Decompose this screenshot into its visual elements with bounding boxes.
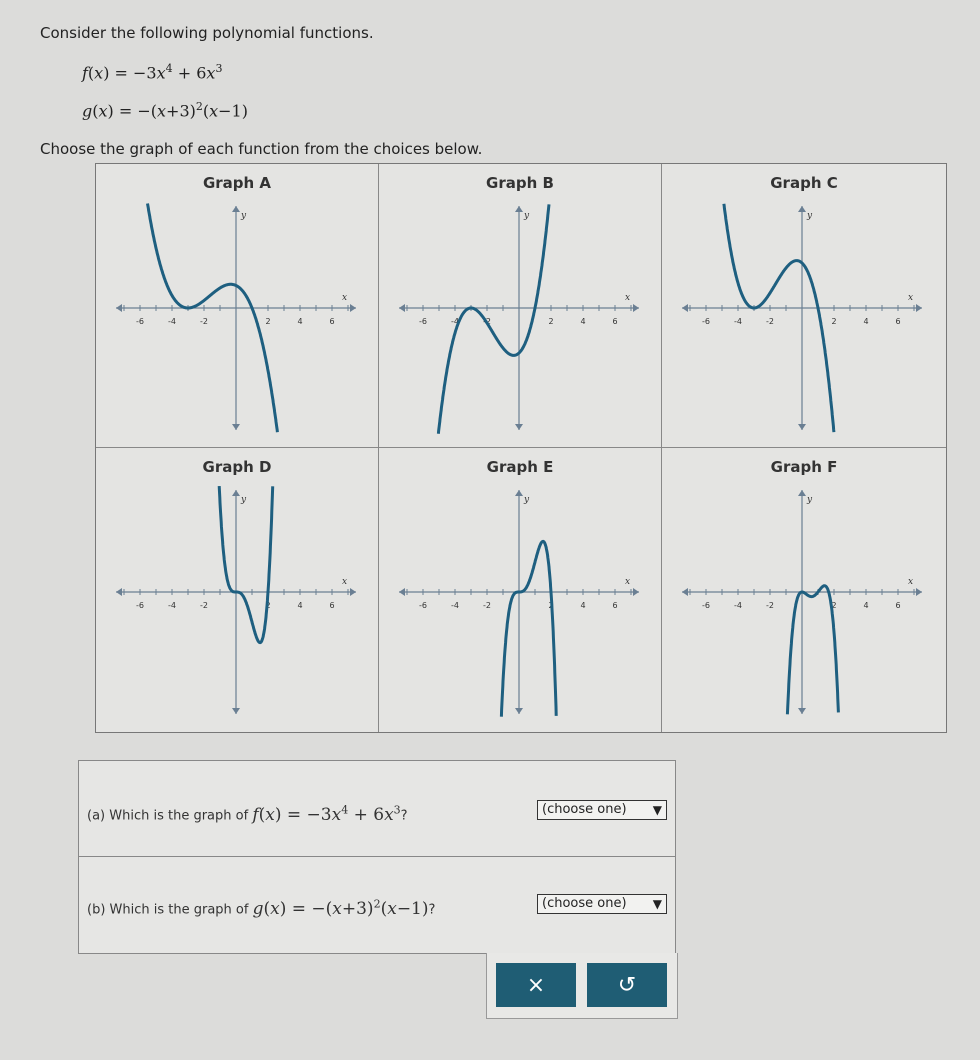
x-tick-label: 6 [612,317,618,326]
graph-f-plot [672,482,932,722]
x-tick-label: -4 [168,317,176,326]
graph-e-plot [389,482,649,722]
x-tick-label: -2 [766,317,774,326]
x-tick-label: 6 [895,601,901,610]
question-box [78,760,676,954]
graph-d-cell[interactable] [96,448,379,732]
x-tick-label: -4 [451,601,459,610]
graph-b-cell[interactable] [379,164,662,448]
y-axis-label: y [807,495,813,505]
x-tick-label: 6 [329,601,335,610]
x-tick-label: 2 [548,601,554,610]
x-tick-label: 4 [297,317,303,326]
y-axis-label: y [524,495,530,505]
x-tick-label: 4 [297,601,303,610]
x-tick-label: -6 [702,317,710,326]
graph-f-cell[interactable] [662,448,946,732]
x-tick-label: -6 [702,601,710,610]
x-tick-label: 2 [831,317,837,326]
x-tick-label: 6 [612,601,618,610]
x-tick-label: 4 [863,601,869,610]
x-tick-label: 4 [580,601,586,610]
x-axis-label: x [908,577,914,587]
x-tick-label: 2 [265,601,271,610]
x-tick-label: 6 [329,317,335,326]
question-b-row [79,857,675,952]
x-tick-label: 2 [548,317,554,326]
x-axis-label: x [342,293,348,303]
action-bar [486,953,678,1019]
question-b-select[interactable]: (choose one) ▼ [537,894,667,914]
chevron-down-icon: ▼ [652,803,662,817]
y-axis-label: y [241,495,247,505]
f-definition: $f(x) = -3x^4 + 6x^3$ [82,62,223,83]
x-tick-label: -2 [200,601,208,610]
x-tick-label: -4 [734,317,742,326]
x-tick-label: -6 [136,601,144,610]
x-axis-label: x [908,293,914,303]
instruction-text: Choose the graph of each function from the choices below. [40,140,483,158]
polynomial-curve [148,204,278,433]
graph-b-title: Graph B [486,174,554,192]
graph-a-cell[interactable] [96,164,379,448]
g-definition: $g(x) = -(x+3)^2(x-1)$ [82,100,248,121]
x-tick-label: -4 [168,601,176,610]
y-axis-label: y [241,211,247,221]
x-tick-label: -6 [136,317,144,326]
polynomial-curve [219,486,273,642]
graph-a-title: Graph A [202,174,272,192]
question-b-text: (b) Which is the graph of $g(x) = -(x+3)^2(x-1)$? [87,897,436,919]
graph-c-plot [672,198,932,438]
clear-button[interactable]: × [496,963,576,1007]
chevron-down-icon: ▼ [652,897,662,911]
graph-a-plot [106,198,366,438]
y-axis-label: y [524,211,530,221]
polynomial-curve [501,541,556,716]
x-tick-label: -4 [451,317,459,326]
x-tick-label: 4 [580,317,586,326]
graph-grid [95,163,947,733]
x-tick-label: -2 [483,601,491,610]
intro-text: Consider the following polynomial functions. [40,24,374,42]
x-tick-label: -4 [734,601,742,610]
graph-f-title: Graph F [770,458,838,476]
x-tick-label: 2 [265,317,271,326]
x-axis-label: x [342,577,348,587]
question-a-select[interactable]: (choose one) ▼ [537,800,667,820]
graph-c-cell[interactable] [662,164,946,448]
graph-d-plot [106,482,366,722]
x-tick-label: -2 [200,317,208,326]
x-tick-label: -6 [419,601,427,610]
polynomial-curve [787,586,838,715]
y-axis-label: y [807,211,813,221]
graph-b-plot [389,198,649,438]
x-axis-label: x [625,577,631,587]
x-tick-label: 6 [895,317,901,326]
question-a-row [79,761,675,857]
x-tick-label: 2 [831,601,837,610]
undo-button[interactable]: ↺ [587,963,667,1007]
x-tick-label: -2 [483,317,491,326]
graph-e-title: Graph E [486,458,554,476]
x-tick-label: -2 [766,601,774,610]
graph-d-title: Graph D [202,458,272,476]
x-axis-label: x [625,293,631,303]
x-tick-label: 4 [863,317,869,326]
x-tick-label: -6 [419,317,427,326]
graph-c-title: Graph C [770,174,838,192]
graph-e-cell[interactable] [379,448,662,732]
question-a-text: (a) Which is the graph of $f(x) = -3x^4 + 6x^3$? [87,803,408,825]
